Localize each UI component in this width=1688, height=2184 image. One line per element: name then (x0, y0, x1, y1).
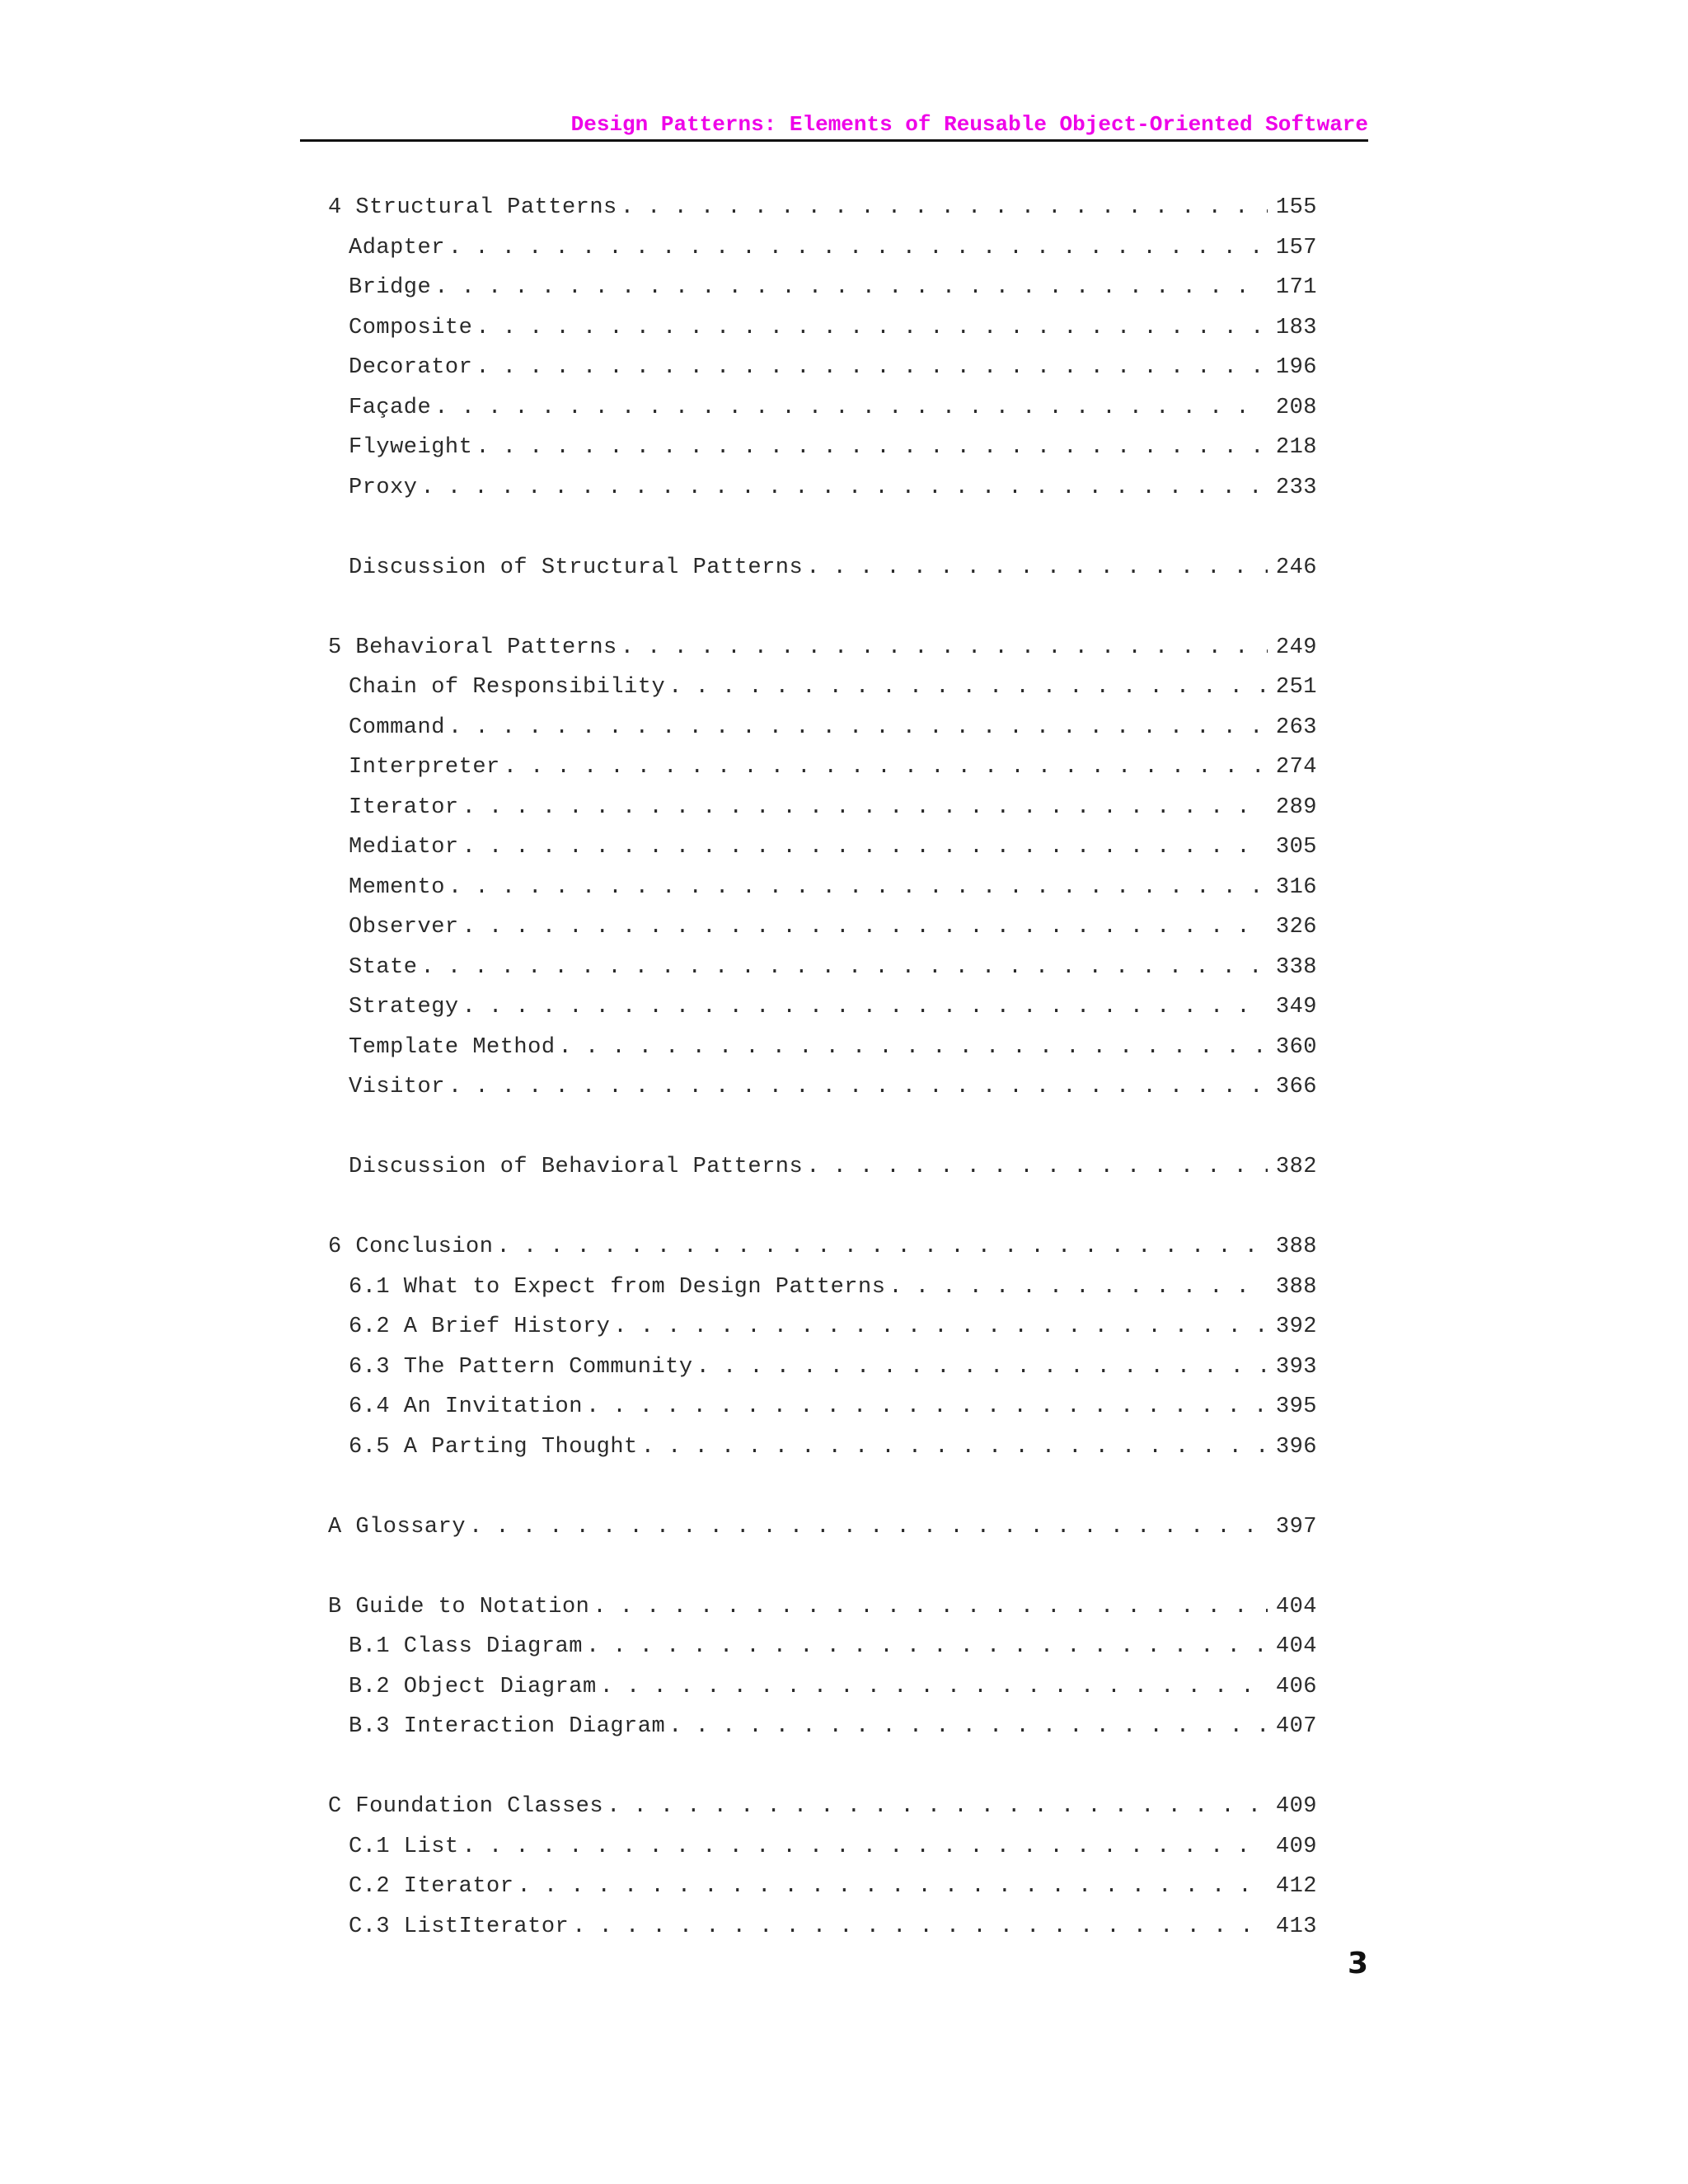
toc-entry-title: C.3 ListIterator (349, 1914, 570, 1939)
toc-spacer (328, 588, 1317, 628)
toc-chapter-entry[interactable] (328, 1787, 1317, 1827)
toc-dot-leader (476, 316, 1268, 340)
toc-dot-leader (621, 195, 1268, 220)
toc-page-number: 338 (1275, 954, 1317, 980)
toc-dot-leader (448, 1075, 1268, 1099)
toc-entry-title: Interpreter (349, 755, 500, 780)
toc-page-number: 289 (1275, 794, 1317, 820)
toc-spacer (328, 1747, 1317, 1788)
toc-section-entry[interactable] (328, 1347, 1317, 1388)
toc-dot-leader (462, 995, 1268, 1019)
toc-section-entry[interactable] (328, 388, 1317, 429)
toc-page-number: 326 (1275, 915, 1317, 940)
toc-entry-title: B.1 Class Diagram (349, 1634, 583, 1660)
toc-section-entry[interactable] (328, 468, 1317, 509)
toc-entry-title: Discussion of Structural Patterns (349, 555, 804, 580)
toc-section-entry[interactable] (328, 1307, 1317, 1347)
toc-entry-title: Mediator (349, 835, 459, 860)
toc-page-number: 407 (1275, 1714, 1317, 1740)
toc-spacer (328, 508, 1317, 548)
page-header (300, 110, 1368, 143)
toc-entry-title: 6.5 A Parting Thought (349, 1434, 638, 1460)
toc-entry-title: B Guide to Notation (328, 1594, 590, 1619)
toc-entry-title: Composite (349, 315, 473, 340)
toc-dot-leader (641, 1435, 1268, 1460)
toc-chapter-entry[interactable] (328, 1227, 1317, 1268)
toc-entry-title: Strategy (349, 995, 459, 1020)
toc-entry-title: 6.1 What to Expect from Design Patterns (349, 1274, 886, 1300)
toc-dot-leader (504, 755, 1268, 780)
toc-section-entry[interactable] (328, 827, 1317, 868)
toc-entry-title: Observer (349, 915, 459, 940)
toc-entry-title: Discussion of Behavioral Patterns (349, 1155, 804, 1180)
toc-page-number: 396 (1275, 1434, 1317, 1460)
toc-page-number: 388 (1275, 1235, 1317, 1260)
toc-page-number: 360 (1275, 1034, 1317, 1060)
toc-page-number: 171 (1275, 275, 1317, 301)
toc-section-entry[interactable] (328, 228, 1317, 269)
toc-entry-title: 6.2 A Brief History (349, 1315, 611, 1340)
toc-chapter-entry[interactable] (328, 188, 1317, 228)
toc-section-entry[interactable] (328, 1147, 1317, 1188)
toc-page-number: 316 (1275, 874, 1317, 900)
toc-section-entry[interactable] (328, 748, 1317, 788)
toc-dot-leader (806, 1155, 1268, 1179)
toc-page-number: 412 (1275, 1874, 1317, 1900)
header-rule (300, 139, 1368, 142)
toc-page-number: 305 (1275, 835, 1317, 860)
toc-chapter-entry[interactable] (328, 1507, 1317, 1548)
toc-page-number: 208 (1275, 395, 1317, 420)
toc-dot-leader (434, 275, 1268, 300)
toc-entry-title: Flyweight (349, 435, 473, 461)
toc-page-number: 183 (1275, 315, 1317, 340)
toc-section-entry[interactable] (328, 1907, 1317, 1947)
toc-dot-leader (421, 476, 1268, 500)
toc-entry-title: Chain of Responsibility (349, 675, 666, 701)
toc-page-number: 406 (1275, 1674, 1317, 1699)
table-of-contents (328, 188, 1317, 1947)
toc-dot-leader (476, 435, 1268, 460)
toc-dot-leader (613, 1315, 1268, 1339)
toc-dot-leader (496, 1235, 1268, 1259)
toc-chapter-entry[interactable] (328, 628, 1317, 668)
toc-section-entry[interactable] (328, 268, 1317, 308)
toc-section-entry[interactable] (328, 708, 1317, 748)
toc-page-number: 409 (1275, 1834, 1317, 1859)
toc-entry-title: Visitor (349, 1075, 445, 1100)
toc-dot-leader (586, 1634, 1268, 1659)
toc-dot-leader (476, 355, 1268, 380)
toc-dot-leader (593, 1595, 1268, 1619)
toc-dot-leader (586, 1394, 1268, 1419)
toc-entry-title: Template Method (349, 1034, 556, 1060)
toc-dot-leader (462, 835, 1268, 860)
toc-page-number: 246 (1275, 555, 1317, 580)
toc-section-entry[interactable] (328, 668, 1317, 708)
toc-page-number: 233 (1275, 475, 1317, 500)
toc-dot-leader (434, 396, 1268, 420)
toc-section-entry[interactable] (328, 1827, 1317, 1868)
toc-entry-title: C.2 Iterator (349, 1874, 514, 1900)
toc-dot-leader (517, 1874, 1268, 1899)
toc-dot-leader (448, 236, 1268, 260)
toc-entry-title: Command (349, 715, 445, 740)
toc-page-number: 409 (1275, 1794, 1317, 1820)
toc-page-number: 366 (1275, 1075, 1317, 1100)
toc-spacer (328, 1108, 1317, 1148)
toc-entry-title: State (349, 954, 418, 980)
toc-dot-leader (600, 1675, 1268, 1699)
toc-section-entry[interactable] (328, 1627, 1317, 1667)
toc-page-number: 157 (1275, 235, 1317, 260)
toc-page-number: 349 (1275, 995, 1317, 1020)
toc-dot-leader (696, 1355, 1268, 1380)
toc-dot-leader (559, 1035, 1268, 1060)
toc-dot-leader (806, 555, 1268, 580)
toc-entry-title: C Foundation Classes (328, 1794, 604, 1820)
toc-spacer (328, 1467, 1317, 1507)
toc-entry-title: C.1 List (349, 1834, 459, 1859)
toc-section-entry[interactable] (328, 1387, 1317, 1427)
toc-spacer (328, 1547, 1317, 1587)
toc-entry-title: 5 Behavioral Patterns (328, 635, 617, 660)
toc-page-number: 274 (1275, 755, 1317, 780)
toc-page-number: 382 (1275, 1155, 1317, 1180)
toc-section-entry[interactable] (328, 1028, 1317, 1068)
toc-entry-title: Decorator (349, 355, 473, 381)
toc-entry-title: 6 Conclusion (328, 1235, 494, 1260)
toc-page-number: 393 (1275, 1354, 1317, 1380)
toc-section-entry[interactable] (328, 987, 1317, 1028)
toc-page-number: 388 (1275, 1274, 1317, 1300)
toc-page-number: 413 (1275, 1914, 1317, 1939)
toc-page-number: 155 (1275, 195, 1317, 221)
toc-page-number: 263 (1275, 715, 1317, 740)
toc-entry-title: Façade (349, 395, 432, 420)
toc-section-entry[interactable] (328, 548, 1317, 588)
toc-page-number: 404 (1275, 1634, 1317, 1660)
toc-section-entry[interactable] (328, 1067, 1317, 1108)
toc-dot-leader (421, 955, 1268, 980)
toc-entry-title: 6.3 The Pattern Community (349, 1354, 693, 1380)
toc-dot-leader (469, 1515, 1268, 1540)
toc-page-number: 218 (1275, 435, 1317, 461)
toc-section-entry[interactable] (328, 1427, 1317, 1468)
toc-section-entry[interactable] (328, 1707, 1317, 1747)
toc-section-entry[interactable] (328, 788, 1317, 828)
toc-section-entry[interactable] (328, 868, 1317, 908)
toc-entry-title: B.2 Object Diagram (349, 1674, 597, 1699)
toc-dot-leader (607, 1794, 1268, 1819)
toc-dot-leader (668, 675, 1268, 700)
toc-entry-title: A Glossary (328, 1514, 467, 1540)
toc-dot-leader (462, 795, 1268, 820)
toc-entry-title: 6.4 An Invitation (349, 1394, 583, 1420)
toc-page-number: 404 (1275, 1594, 1317, 1619)
toc-section-entry[interactable] (328, 348, 1317, 388)
toc-page-number: 249 (1275, 635, 1317, 660)
toc-page-number: 251 (1275, 675, 1317, 701)
toc-entry-title: Memento (349, 874, 445, 900)
toc-entry-title: Iterator (349, 794, 459, 820)
toc-spacer (328, 1188, 1317, 1228)
toc-dot-leader (889, 1275, 1268, 1300)
toc-entry-title: Bridge (349, 275, 432, 301)
toc-entry-title: 4 Structural Patterns (328, 195, 617, 221)
toc-page-number: 397 (1275, 1514, 1317, 1540)
toc-dot-leader (462, 915, 1268, 940)
toc-section-entry[interactable] (328, 1867, 1317, 1907)
toc-page-number: 392 (1275, 1315, 1317, 1340)
toc-entry-title: Adapter (349, 235, 445, 260)
toc-section-entry[interactable] (328, 907, 1317, 948)
toc-page-number: 395 (1275, 1394, 1317, 1420)
toc-dot-leader (668, 1714, 1268, 1739)
toc-section-entry[interactable] (328, 1667, 1317, 1708)
book-title: Design Patterns: Elements of Reusable Object-Oriented Software (570, 112, 1368, 137)
toc-dot-leader (448, 715, 1268, 740)
toc-dot-leader (621, 635, 1268, 660)
toc-dot-leader (448, 875, 1268, 900)
toc-section-entry[interactable] (328, 428, 1317, 468)
page-number: 3 (1347, 1947, 1368, 1980)
toc-chapter-entry[interactable] (328, 1587, 1317, 1628)
toc-section-entry[interactable] (328, 948, 1317, 988)
toc-entry-title: Proxy (349, 475, 418, 500)
toc-section-entry[interactable] (328, 1268, 1317, 1308)
toc-dot-leader (462, 1835, 1268, 1859)
toc-entry-title: B.3 Interaction Diagram (349, 1714, 666, 1740)
toc-section-entry[interactable] (328, 308, 1317, 349)
toc-page-number: 196 (1275, 355, 1317, 381)
toc-dot-leader (572, 1915, 1268, 1939)
